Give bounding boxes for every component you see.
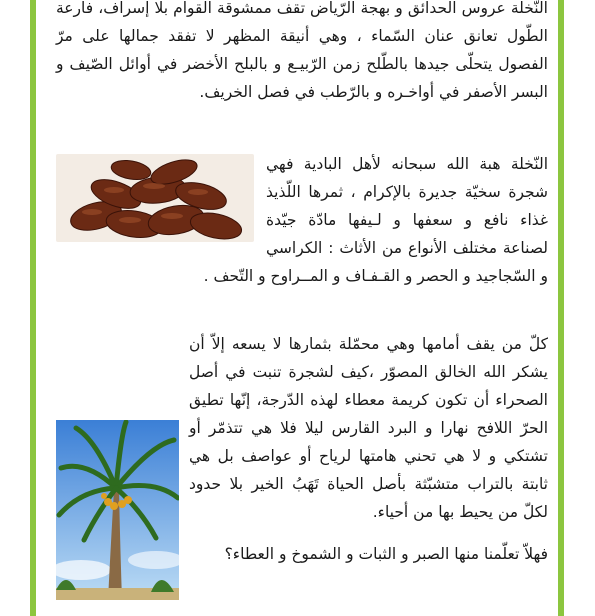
paragraph-2-block — [56, 150, 548, 290]
paragraph-3: كلّ من يقف أمامها وهي محمّلة بثمارها لا يسعه إلاّ أن يشكر الله الخالق المصوّر ،كيف لشجرة تنبت في أصل الصحراء أن تكون كريمة معطاء لهذه الدّرجة، إنّها تطيق الحرّ اللافح نهارا و البرد القارس ليلا فلا هي تتذمّر أو تشتكي و لا هي تحني هامتها لرياح أو عواصف بل هي ثابتة بالتراب متشبّثة بأصل الحياة تَهَبُ الخير بلا حدود لكلّ من يحيط بها من أحياء. — [189, 335, 548, 521]
paragraph-4: فهلاّ تعلّمنا منها الصبر و الثبات و الشموخ و العطاء؟ — [224, 545, 548, 563]
paragraph-1: النّخلة عروس الحدائق و بهجة الرّياض تقف ممشوقة القوام بلا إسراف، فارعة الطّول تعانق عنان السّماء ، وهي أنيقة المظهر لا تفقد جمالها على مرّ الفصول يتحلّى جيدها بالطّلح زمن الرّبيـع و بالبلح الأخضر في أوائل الصّيف و البسر الأصفر في أواخـره و بالرّطب في فصل الخريف. — [56, 0, 548, 101]
paragraph-2: النّخلة هبة الله سبحانه لأهل البادية فهي شجرة سخيّة جديرة بالإكرام ، ثمرها اللّذيذ غذاء نافع و سعفها و لـيفها مادّة جيّدة لصناعة مختلف الأنواع من الأثاث : الكراسي و السّجاجيد و الحصر و القـفـاف و المــراوح و التّحف . — [203, 155, 548, 285]
dates-photo — [56, 154, 254, 242]
article — [56, 0, 548, 610]
palm-tree-photo — [56, 420, 179, 600]
